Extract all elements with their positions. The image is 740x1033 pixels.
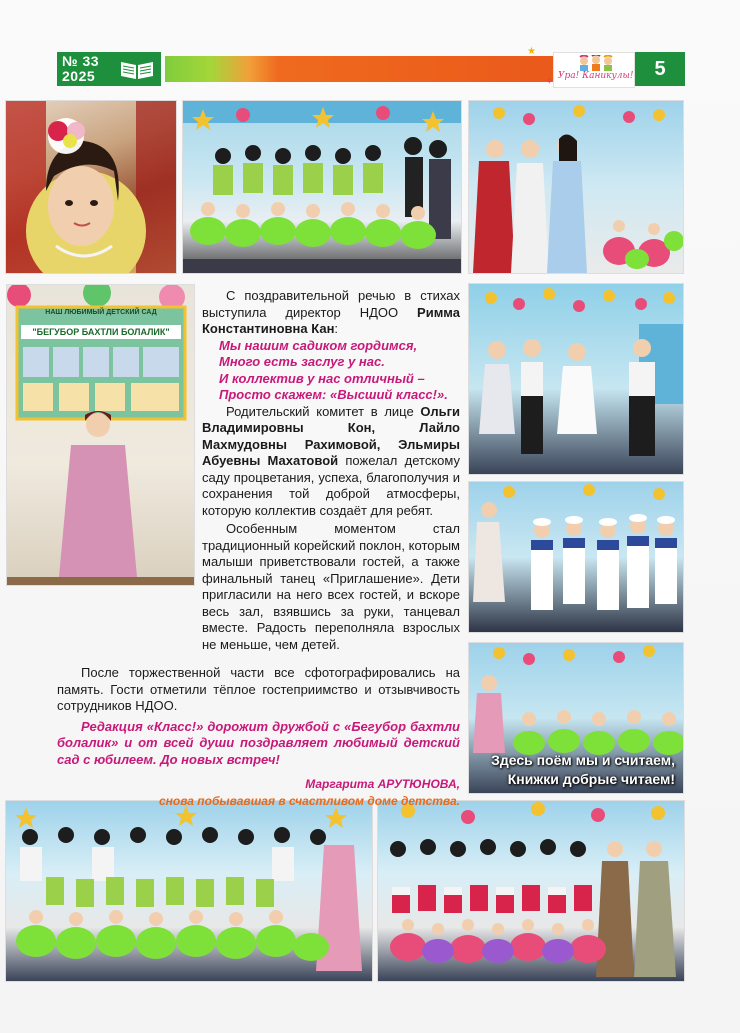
paragraph-2-text: Родительский комитет в лице — [226, 403, 421, 419]
stand-banner-text: НАШ ЛЮБИМЫЙ ДЕТСКИЙ САД — [45, 309, 157, 316]
caption-line-1: Здесь поём мы и считаем, — [491, 752, 675, 768]
issue-badge — [57, 52, 161, 86]
article-column-upper — [202, 288, 460, 653]
caption-line-2: Книжки добрые читаем! — [507, 771, 675, 787]
poem — [202, 338, 460, 404]
photo-girl-closeup — [5, 100, 177, 274]
holiday-logo-text: Ура! Каникулы! — [558, 71, 634, 81]
photo-group-bottom-left — [5, 800, 373, 982]
page-header — [57, 46, 685, 87]
photo-girl-art — [6, 101, 176, 273]
photo-caption — [491, 751, 675, 789]
poem-line: Просто скажем: «Высший класс!». — [219, 387, 448, 402]
paragraph-2-rest: пожелал детскому саду процветания, успеха, благополучия и сохранения той доброй атмосферы, которую коллектив создаёт для ребят. — [202, 453, 460, 518]
photo-group-green — [182, 100, 462, 274]
photo-director — [6, 284, 195, 586]
article-paragraph-1 — [202, 288, 460, 338]
kids-illustration-icon — [574, 55, 618, 71]
author-name: Маргарита АРУТЮНОВА, — [305, 777, 460, 791]
poem-line: Много есть заслуг у нас. — [219, 354, 385, 369]
photo-speakers — [468, 100, 684, 274]
photo-dancers — [468, 283, 684, 475]
photo-sailors-art — [469, 482, 683, 632]
committee-names: Ольги Владимировны Кон, Лайло Махмудовны Рахимовой, Эльмиры Абуевны Махатовой — [202, 403, 460, 468]
stand-banner-title: "БЕГУБОР БАХТЛИ БОЛАЛИК" — [32, 327, 170, 337]
photo-group-bottom-left-art — [6, 801, 372, 981]
issue-year: 2025 — [62, 68, 96, 84]
poem-line: И коллектив у нас отличный – — [219, 370, 425, 386]
photo-group-bottom-right — [377, 800, 685, 982]
photo-singing — [468, 642, 684, 794]
article-paragraph-2 — [202, 404, 460, 520]
header-color-band — [165, 56, 543, 82]
paragraph-1-text: С поздравительной речью в стихах выступила директор НДОО — [202, 288, 460, 320]
article-column-lower — [57, 665, 460, 809]
photo-group-green-art — [183, 101, 461, 273]
star-icon: ★ — [527, 46, 536, 57]
star-icon: ✦ — [545, 76, 554, 87]
holiday-logo — [553, 52, 635, 88]
page-number: 5 — [635, 52, 685, 86]
article-paragraph-4: После торжественной части все сфотографировались на память. Гости отметили тёплое гостеприимство и отзывчивость сотрудников НДОО. — [57, 665, 460, 713]
photo-dancers-art — [469, 284, 683, 474]
article-closing: Редакция «Класс!» дорожит дружбой с «Бегубор бахтли болалик» и от всей души поздравляет любимый детский сад с юбилеем. До новых встреч! — [57, 718, 460, 767]
photo-group-bottom-right-art — [378, 801, 684, 981]
paragraph-1-colon: : — [334, 321, 339, 336]
article-paragraph-3: Особенным моментом стал традиционный корейский поклон, которым малыши приветствовали гостей, а также финальный танец «Приглашение». Дети пригласили на него всех гостей, и вскоре весь зал, взявшись за руки, танцевал вместе. Радость переполняла взрослых не меньше, чем детей. — [202, 521, 460, 652]
open-book-icon — [119, 58, 155, 80]
author-note: снова побывавшая в счастливом доме детства. — [158, 793, 460, 808]
photo-speakers-art — [469, 101, 683, 273]
issue-number: № 33 — [62, 53, 100, 69]
photo-sailors — [468, 481, 684, 633]
director-name: Римма Константиновна Кан — [202, 304, 460, 336]
poem-line: Мы нашим садиком гордимся, — [219, 337, 418, 353]
